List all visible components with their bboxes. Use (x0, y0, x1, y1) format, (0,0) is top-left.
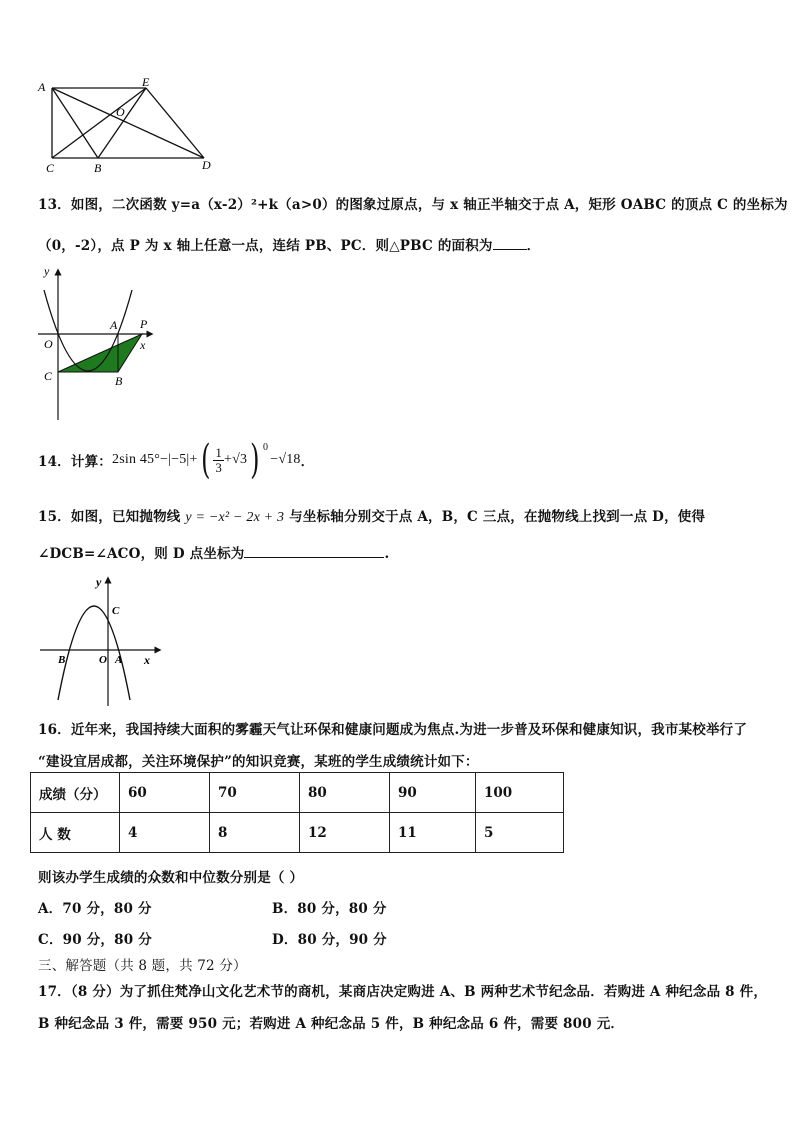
table-cell: 4 (120, 813, 210, 853)
q15-line1-pre: 15．如图，已知抛物线 (38, 509, 181, 525)
figure-q15 (36, 572, 164, 708)
label-p: P (140, 317, 148, 331)
label-y: y (44, 264, 50, 278)
label-a: A (38, 80, 46, 94)
table-cell: 70 (210, 773, 300, 813)
table-cell: 成绩（分） (31, 773, 120, 813)
label-b: B (58, 654, 66, 666)
label-o: O (116, 105, 125, 119)
q14-prefix: 14．计算： (38, 454, 112, 470)
q14-expr-left: 2sin 45°−|−5|+ (112, 452, 198, 467)
q15-line1-post: 与坐标轴分别交于点 A，B，C 三点，在抛物线上找到一点 D，使得 (289, 509, 706, 525)
q14-exponent: 0 (263, 442, 269, 453)
label-o: O (99, 654, 107, 666)
table-cell: 80 (300, 773, 390, 813)
label-c: C (112, 605, 120, 617)
q15-line1 (38, 505, 705, 526)
q14-fraction (213, 446, 224, 475)
label-c: C (46, 161, 55, 175)
figure-q12 (32, 74, 222, 178)
option-a: A．70 分，80 分 (38, 901, 152, 917)
parabola-curve (58, 606, 130, 700)
q13-line2 (38, 234, 540, 254)
label-x: x (140, 338, 146, 352)
q14-end: ． (300, 454, 315, 470)
label-b: B (115, 374, 123, 388)
table-cell: 5 (476, 813, 564, 853)
option-b: B．80 分，80 分 (272, 901, 387, 917)
option-c: C．90 分，80 分 (38, 932, 152, 948)
label-c: C (44, 369, 53, 383)
q14-paren-open: ( (200, 437, 211, 483)
table-cell: 11 (390, 813, 476, 853)
option-d: D．80 分，90 分 (272, 932, 387, 948)
table-cell: 90 (390, 773, 476, 813)
table-cell: 12 (300, 813, 390, 853)
q13-line2-end: ． (526, 238, 541, 254)
q15-line2-end: . (384, 546, 390, 562)
table-cell: 100 (476, 773, 564, 813)
segment-ec (52, 88, 146, 158)
q15-answer-blank (244, 543, 384, 558)
label-a: A (115, 654, 123, 666)
q16-line2: “建设宜居成都，关注环境保护”的知识竞赛，某班的学生成绩统计如下： (38, 754, 479, 770)
q14-frac-den: 3 (215, 459, 223, 475)
q13-answer-blank (493, 235, 527, 250)
label-e: E (142, 75, 150, 89)
q14-frac-num: 1 (215, 444, 223, 460)
label-x: x (144, 653, 150, 667)
q15-line2-text: ∠DCB=∠ACO，则 D 点坐标为 (38, 546, 245, 562)
label-y: y (96, 575, 102, 589)
q13-line1: 13．如图，二次函数 y=a（x-2）²+k（a>0）的图象过原点，与 x 轴正半轴交于点 A，矩形 OABC 的顶点 C 的坐标为 (38, 197, 788, 213)
q14-plus-sqrt3: +√3 (224, 452, 248, 467)
label-a: A (110, 318, 118, 332)
label-d: D (202, 158, 211, 172)
figure-q13 (30, 262, 160, 422)
q17-line1: 17．（8 分）为了抓住梵净山文化艺术节的商机，某商店决定购进 A、B 两种艺术节纪念品．若购进 A 种纪念品 8 件， (38, 984, 768, 1000)
triangle-pbc (58, 334, 142, 372)
q14-paren-close: ) (250, 437, 260, 483)
segment-ed (146, 88, 204, 158)
label-b: B (94, 161, 102, 175)
q16-line1: 16．近年来，我国持续大面积的雾霾天气让环保和健康问题成为焦点.为进一步普及环保和健康知识，我市某校举行了 (38, 722, 748, 738)
q15-parabola-eq: y = −x² − 2x + 3 (185, 510, 285, 525)
q16-question: 则该办学生成绩的众数和中位数分别是（ ） (38, 870, 304, 886)
segment-eb (98, 88, 146, 158)
label-o: O (44, 337, 53, 351)
table-row (31, 773, 564, 813)
q15-line2 (38, 542, 389, 562)
q14-line (38, 437, 315, 483)
q13-line2-text: （0，-2），点 P 为 x 轴上任意一点，连结 PB、PC．则△PBC 的面积为 (38, 238, 493, 254)
q14-expr-right: −√18 (270, 452, 301, 467)
q17-line2: B 种纪念品 3 件，需要 950 元；若购进 A 种纪念品 5 件，B 种纪念品 6 件，需要 800 元． (38, 1016, 625, 1032)
table-row (31, 813, 564, 853)
score-table (30, 772, 564, 853)
section-title: 三、解答题（共 8 题，共 72 分） (38, 958, 247, 974)
table-cell: 60 (120, 773, 210, 813)
table-cell: 人 数 (31, 813, 120, 853)
table-cell: 8 (210, 813, 300, 853)
